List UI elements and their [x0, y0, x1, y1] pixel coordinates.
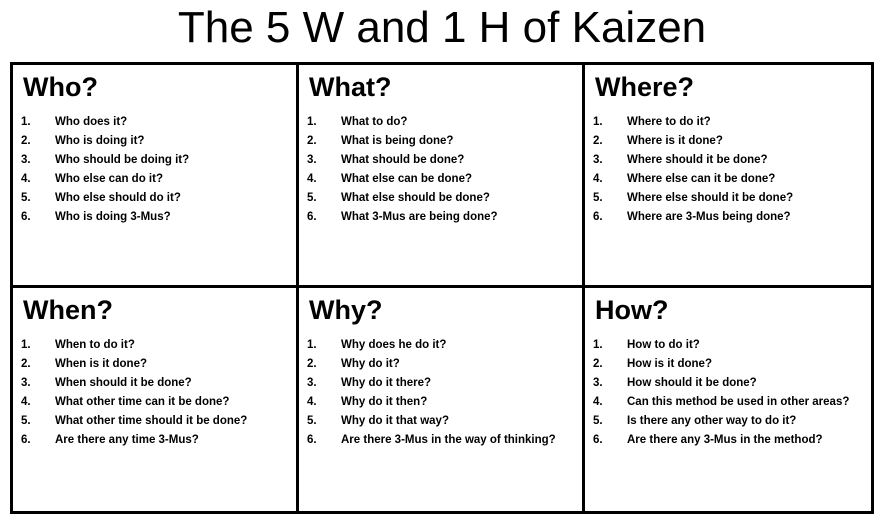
cell-when [13, 288, 299, 511]
list-item [21, 357, 288, 371]
item-text: What other time can it be done? [55, 395, 230, 408]
list-item [21, 376, 288, 390]
list-item [21, 210, 288, 224]
item-number: 3. [21, 153, 31, 166]
list-item [21, 172, 288, 186]
item-number: 5. [21, 414, 31, 427]
item-number: 2. [593, 134, 603, 147]
item-number: 2. [21, 357, 31, 370]
item-number: 3. [307, 153, 317, 166]
item-text: Why does he do it? [341, 338, 447, 351]
item-text: What is being done? [341, 134, 454, 147]
item-number: 4. [593, 172, 603, 185]
list-item [307, 172, 574, 186]
item-text: What should be done? [341, 153, 465, 166]
list-item [307, 210, 574, 224]
item-text: Where should it be done? [627, 153, 768, 166]
item-text: Who else can do it? [55, 172, 163, 185]
item-text: Are there 3-Mus in the way of thinking? [341, 433, 556, 446]
item-number: 3. [593, 153, 603, 166]
item-text: When is it done? [55, 357, 147, 370]
list-item [21, 395, 288, 409]
list-item [593, 210, 863, 224]
question-list-what [307, 115, 574, 224]
page-title: The 5 W and 1 H of Kaizen [177, 3, 707, 52]
question-list-how [593, 338, 863, 447]
item-number: 6. [21, 210, 31, 223]
item-number: 4. [593, 395, 603, 408]
list-item [21, 115, 288, 129]
item-text: Who should be doing it? [55, 153, 190, 166]
item-text: How to do it? [627, 338, 700, 351]
cell-heading-why: Why? [309, 295, 383, 325]
item-text: Why do it there? [341, 376, 432, 389]
item-text: Who is doing 3-Mus? [55, 210, 171, 223]
cell-who [13, 65, 299, 288]
list-item [593, 115, 863, 129]
item-text: What to do? [341, 115, 408, 128]
item-number: 4. [21, 172, 31, 185]
item-number: 6. [307, 433, 317, 446]
item-number: 1. [307, 338, 317, 351]
item-number: 2. [593, 357, 603, 370]
question-list-who [21, 115, 288, 224]
item-text: When to do it? [55, 338, 135, 351]
list-item [307, 134, 574, 148]
list-item [307, 115, 574, 129]
item-text: Who does it? [55, 115, 128, 128]
list-item [21, 191, 288, 205]
item-text: Is there any other way to do it? [627, 414, 797, 427]
cell-what [299, 65, 585, 288]
item-text: How should it be done? [627, 376, 757, 389]
item-number: 4. [307, 395, 317, 408]
item-text: Why do it that way? [341, 414, 449, 427]
list-item [21, 414, 288, 428]
item-number: 6. [593, 210, 603, 223]
item-number: 4. [307, 172, 317, 185]
item-text: Where is it done? [627, 134, 723, 147]
cell-heading-what: What? [309, 72, 392, 102]
item-text: Are there any 3-Mus in the method? [627, 433, 823, 446]
item-number: 3. [307, 376, 317, 389]
list-item [307, 395, 574, 409]
item-number: 2. [21, 134, 31, 147]
item-number: 1. [593, 338, 603, 351]
list-item [307, 376, 574, 390]
list-item [21, 153, 288, 167]
item-text: Are there any time 3-Mus? [55, 433, 199, 446]
cell-heading-who: Who? [23, 72, 98, 102]
item-number: 5. [593, 414, 603, 427]
cell-where [585, 65, 871, 288]
item-text: What else should be done? [341, 191, 490, 204]
item-number: 2. [307, 134, 317, 147]
question-list-when [21, 338, 288, 447]
item-number: 2. [307, 357, 317, 370]
item-number: 1. [307, 115, 317, 128]
list-item [307, 153, 574, 167]
item-text: Who is doing it? [55, 134, 145, 147]
list-item [307, 357, 574, 371]
list-item [593, 153, 863, 167]
list-item [593, 134, 863, 148]
item-text: Why do it? [341, 357, 400, 370]
list-item [307, 414, 574, 428]
list-item [593, 376, 863, 390]
item-number: 5. [307, 414, 317, 427]
list-item [593, 172, 863, 186]
item-number: 6. [21, 433, 31, 446]
item-number: 1. [593, 115, 603, 128]
question-list-where [593, 115, 863, 224]
item-text: What 3-Mus are being done? [341, 210, 498, 223]
list-item [307, 191, 574, 205]
list-item [593, 414, 863, 428]
item-number: 3. [21, 376, 31, 389]
list-item [21, 338, 288, 352]
item-number: 1. [21, 338, 31, 351]
item-text: Where are 3-Mus being done? [627, 210, 791, 223]
item-text: Where else can it be done? [627, 172, 776, 185]
list-item [21, 433, 288, 447]
item-number: 5. [307, 191, 317, 204]
item-text: How is it done? [627, 357, 712, 370]
cell-heading-how: How? [595, 295, 669, 325]
item-text: Why do it then? [341, 395, 428, 408]
list-item [593, 433, 863, 447]
item-number: 1. [21, 115, 31, 128]
item-text: Where to do it? [627, 115, 711, 128]
cell-heading-where: Where? [595, 72, 695, 102]
list-item [593, 357, 863, 371]
question-grid [10, 62, 874, 514]
item-text: What else can be done? [341, 172, 472, 185]
item-number: 5. [593, 191, 603, 204]
item-text: When should it be done? [55, 376, 192, 389]
cell-how [585, 288, 871, 511]
question-list-why [307, 338, 574, 447]
item-number: 3. [593, 376, 603, 389]
item-number: 6. [593, 433, 603, 446]
cell-why [299, 288, 585, 511]
item-number: 4. [21, 395, 31, 408]
list-item [593, 191, 863, 205]
cell-heading-when: When? [23, 295, 113, 325]
list-item [21, 134, 288, 148]
item-text: Who else should do it? [55, 191, 181, 204]
item-text: What other time should it be done? [55, 414, 248, 427]
list-item [307, 433, 574, 447]
item-text: Where else should it be done? [627, 191, 794, 204]
list-item [307, 338, 574, 352]
list-item [593, 395, 863, 409]
list-item [593, 338, 863, 352]
item-number: 5. [21, 191, 31, 204]
item-number: 6. [307, 210, 317, 223]
item-text: Can this method be used in other areas? [627, 395, 850, 408]
